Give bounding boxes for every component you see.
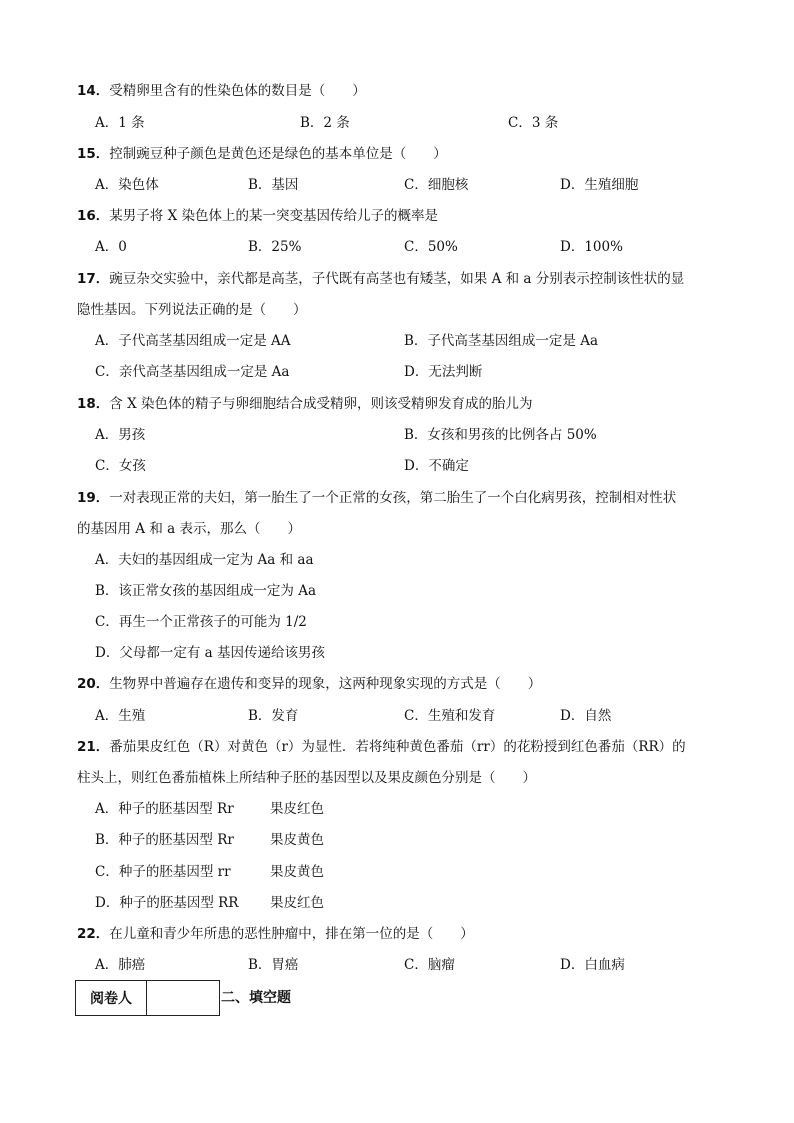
grader-box: [75, 980, 220, 1016]
question-16-stem: 16．某男子将 X 染色体上的某一突变基因传给儿子的概率是: [77, 208, 438, 224]
grader-label: 阅卷人: [76, 981, 147, 1015]
question-17-stem: 17．豌豆杂交实验中，亲代都是高茎，子代既有高茎也有矮茎，如果 A 和 a 分别表示控制该性状的显: [77, 271, 685, 287]
option[interactable]: B．子代高茎基因组成一定是 Aa: [404, 333, 599, 349]
option-detail: 果皮红色: [270, 801, 324, 817]
option[interactable]: C．3 条: [508, 115, 559, 131]
question-19-stem: 19．一对表现正常的夫妇，第一胎生了一个正常的女孩，第二胎生了一个白化病男孩，控制相对性状: [77, 490, 677, 506]
option[interactable]: D．生殖细胞: [560, 177, 639, 193]
option[interactable]: D．种子的胚基因型 RR: [95, 895, 239, 911]
option[interactable]: D．父母都一定有 a 基因传递给该男孩: [95, 645, 325, 661]
option-detail: 果皮黄色: [270, 832, 324, 848]
option[interactable]: B．2 条: [300, 115, 350, 131]
option[interactable]: A．夫妇的基因组成一定为 Aa 和 aa: [95, 552, 314, 568]
option[interactable]: D．无法判断: [404, 364, 483, 380]
question-22-stem: 22．在儿童和青少年所患的恶性肿瘤中，排在第一位的是（ ）: [77, 926, 474, 942]
option[interactable]: D．不确定: [404, 458, 469, 474]
option[interactable]: D．100%: [560, 239, 623, 255]
option[interactable]: B．基因: [248, 177, 299, 193]
option-detail: 果皮红色: [270, 895, 324, 911]
grader-signature-field[interactable]: [147, 981, 219, 1015]
option-detail: 果皮黄色: [270, 864, 324, 880]
option[interactable]: A．染色体: [95, 177, 159, 193]
option[interactable]: C．生殖和发育: [404, 708, 496, 724]
question-15-stem: 15．控制豌豆种子颜色是黄色还是绿色的基本单位是（ ）: [77, 146, 447, 162]
option[interactable]: A．0: [95, 239, 127, 255]
question-17-stem-cont: 隐性基因。下列说法正确的是（ ）: [77, 302, 307, 318]
question-21-stem-cont: 柱头上，则红色番茄植株上所结种子胚的基因型以及果皮颜色分别是（ ）: [77, 770, 536, 786]
question-18-stem: 18．含 X 染色体的精子与卵细胞结合成受精卵，则该受精卵发育成的胎儿为: [77, 396, 533, 412]
question-14-stem: 14．受精卵里含有的性染色体的数目是（ ）: [77, 83, 366, 99]
option[interactable]: A．种子的胚基因型 Rr: [95, 801, 234, 817]
option[interactable]: B．25%: [248, 239, 302, 255]
option[interactable]: C．细胞核: [404, 177, 469, 193]
option[interactable]: B．种子的胚基因型 Rr: [95, 832, 234, 848]
option[interactable]: B．女孩和男孩的比例各占 50%: [404, 427, 597, 443]
option[interactable]: D．白血病: [560, 957, 625, 973]
option[interactable]: C．种子的胚基因型 rr: [95, 864, 231, 880]
option[interactable]: A．子代高茎基因组成一定是 AA: [95, 333, 291, 349]
option[interactable]: C．再生一个正常孩子的可能为 1/2: [95, 614, 307, 630]
option[interactable]: A．1 条: [95, 115, 145, 131]
option[interactable]: C．女孩: [95, 458, 146, 474]
option[interactable]: D．自然: [560, 708, 612, 724]
question-19-stem-cont: 的基因用 A 和 a 表示，那么（ ）: [77, 521, 301, 537]
question-20-stem: 20．生物界中普遍存在遗传和变异的现象，这两种现象实现的方式是（ ）: [77, 676, 542, 692]
option[interactable]: A．男孩: [95, 427, 146, 443]
option[interactable]: B．该正常女孩的基因组成一定为 Aa: [95, 583, 317, 599]
section-title: 二、填空题: [221, 990, 291, 1006]
question-21-stem: 21．番茄果皮红色（R）对黄色（r）为显性．若将纯种黄色番茄（rr）的花粉授到红色番茄（RR）的: [77, 739, 686, 755]
option[interactable]: B．发育: [248, 708, 299, 724]
option[interactable]: C．脑瘤: [404, 957, 455, 973]
option[interactable]: B．胃癌: [248, 957, 299, 973]
option[interactable]: C．亲代高茎基因组成一定是 Aa: [95, 364, 290, 380]
option[interactable]: A．生殖: [95, 708, 146, 724]
option[interactable]: A．肺癌: [95, 957, 146, 973]
option[interactable]: C．50%: [404, 239, 458, 255]
